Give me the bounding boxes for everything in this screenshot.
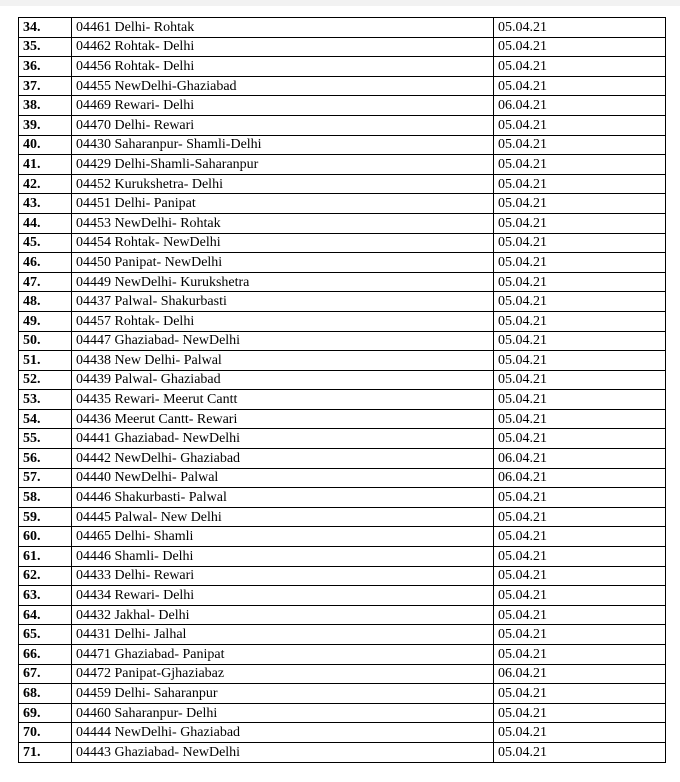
- serial-number-cell: 54.: [19, 409, 72, 429]
- date-cell: 05.04.21: [494, 390, 666, 410]
- train-name-cell: 04432 Jakhal- Delhi: [72, 605, 494, 625]
- table-row: [19, 742, 666, 762]
- train-name-cell: 04451 Delhi- Panipat: [72, 194, 494, 214]
- date-cell: 05.04.21: [494, 115, 666, 135]
- table-row: [19, 96, 666, 116]
- table-row: [19, 547, 666, 567]
- train-name-cell: 04440 NewDelhi- Palwal: [72, 468, 494, 488]
- date-cell: 06.04.21: [494, 468, 666, 488]
- table-row: [19, 684, 666, 704]
- serial-number-cell: 44.: [19, 213, 72, 233]
- table-row: [19, 155, 666, 175]
- train-name-cell: 04436 Meerut Cantt- Rewari: [72, 409, 494, 429]
- table-row: [19, 292, 666, 312]
- serial-number-cell: 40.: [19, 135, 72, 155]
- serial-number-cell: 45.: [19, 233, 72, 253]
- serial-number-cell: 66.: [19, 645, 72, 665]
- train-name-cell: 04449 NewDelhi- Kurukshetra: [72, 272, 494, 292]
- table-row: [19, 409, 666, 429]
- date-cell: 05.04.21: [494, 507, 666, 527]
- train-name-cell: 04446 Shakurbasti- Palwal: [72, 488, 494, 508]
- table-body: [19, 18, 666, 763]
- table-row: [19, 586, 666, 606]
- table-row: [19, 253, 666, 273]
- date-cell: 05.04.21: [494, 213, 666, 233]
- table-row: [19, 194, 666, 214]
- serial-number-cell: 43.: [19, 194, 72, 214]
- train-name-cell: 04429 Delhi-Shamli-Saharanpur: [72, 155, 494, 175]
- date-cell: 05.04.21: [494, 703, 666, 723]
- train-name-cell: 04459 Delhi- Saharanpur: [72, 684, 494, 704]
- serial-number-cell: 60.: [19, 527, 72, 547]
- serial-number-cell: 64.: [19, 605, 72, 625]
- serial-number-cell: 42.: [19, 174, 72, 194]
- serial-number-cell: 65.: [19, 625, 72, 645]
- serial-number-cell: 63.: [19, 586, 72, 606]
- table-row: [19, 37, 666, 57]
- table-row: [19, 115, 666, 135]
- serial-number-cell: 57.: [19, 468, 72, 488]
- table-row: [19, 605, 666, 625]
- train-name-cell: 04430 Saharanpur- Shamli-Delhi: [72, 135, 494, 155]
- train-name-cell: 04431 Delhi- Jalhal: [72, 625, 494, 645]
- table-row: [19, 233, 666, 253]
- train-name-cell: 04457 Rohtak- Delhi: [72, 311, 494, 331]
- table-row: [19, 703, 666, 723]
- date-cell: 05.04.21: [494, 723, 666, 743]
- date-cell: 05.04.21: [494, 174, 666, 194]
- date-cell: 05.04.21: [494, 311, 666, 331]
- date-cell: 05.04.21: [494, 742, 666, 762]
- train-name-cell: 04443 Ghaziabad- NewDelhi: [72, 742, 494, 762]
- serial-number-cell: 46.: [19, 253, 72, 273]
- table-row: [19, 645, 666, 665]
- table-row: [19, 272, 666, 292]
- serial-number-cell: 61.: [19, 547, 72, 567]
- table-row: [19, 174, 666, 194]
- date-cell: 05.04.21: [494, 684, 666, 704]
- serial-number-cell: 49.: [19, 311, 72, 331]
- train-name-cell: 04434 Rewari- Delhi: [72, 586, 494, 606]
- table-row: [19, 213, 666, 233]
- date-cell: 05.04.21: [494, 625, 666, 645]
- date-cell: 05.04.21: [494, 547, 666, 567]
- train-name-cell: 04447 Ghaziabad- NewDelhi: [72, 331, 494, 351]
- date-cell: 05.04.21: [494, 429, 666, 449]
- table-row: [19, 449, 666, 469]
- serial-number-cell: 50.: [19, 331, 72, 351]
- table-row: [19, 311, 666, 331]
- train-name-cell: 04461 Delhi- Rohtak: [72, 18, 494, 38]
- train-name-cell: 04454 Rohtak- NewDelhi: [72, 233, 494, 253]
- serial-number-cell: 68.: [19, 684, 72, 704]
- table-row: [19, 664, 666, 684]
- date-cell: 05.04.21: [494, 135, 666, 155]
- table-row: [19, 507, 666, 527]
- table-row: [19, 468, 666, 488]
- date-cell: 05.04.21: [494, 272, 666, 292]
- serial-number-cell: 35.: [19, 37, 72, 57]
- date-cell: 06.04.21: [494, 449, 666, 469]
- table-row: [19, 18, 666, 38]
- serial-number-cell: 51.: [19, 351, 72, 371]
- table-row: [19, 527, 666, 547]
- train-name-cell: 04433 Delhi- Rewari: [72, 566, 494, 586]
- train-name-cell: 04472 Panipat-Gjhaziabaz: [72, 664, 494, 684]
- train-name-cell: 04445 Palwal- New Delhi: [72, 507, 494, 527]
- table-row: [19, 370, 666, 390]
- date-cell: 05.04.21: [494, 409, 666, 429]
- serial-number-cell: 47.: [19, 272, 72, 292]
- train-name-cell: 04450 Panipat- NewDelhi: [72, 253, 494, 273]
- table-row: [19, 429, 666, 449]
- date-cell: 05.04.21: [494, 527, 666, 547]
- train-name-cell: 04470 Delhi- Rewari: [72, 115, 494, 135]
- serial-number-cell: 69.: [19, 703, 72, 723]
- date-cell: 05.04.21: [494, 18, 666, 38]
- train-name-cell: 04465 Delhi- Shamli: [72, 527, 494, 547]
- date-cell: 05.04.21: [494, 253, 666, 273]
- table-row: [19, 57, 666, 77]
- train-name-cell: 04453 NewDelhi- Rohtak: [72, 213, 494, 233]
- serial-number-cell: 58.: [19, 488, 72, 508]
- train-name-cell: 04441 Ghaziabad- NewDelhi: [72, 429, 494, 449]
- serial-number-cell: 59.: [19, 507, 72, 527]
- serial-number-cell: 56.: [19, 449, 72, 469]
- train-name-cell: 04460 Saharanpur- Delhi: [72, 703, 494, 723]
- date-cell: 05.04.21: [494, 370, 666, 390]
- train-name-cell: 04456 Rohtak- Delhi: [72, 57, 494, 77]
- table-row: [19, 723, 666, 743]
- date-cell: 05.04.21: [494, 586, 666, 606]
- train-name-cell: 04469 Rewari- Delhi: [72, 96, 494, 116]
- date-cell: 05.04.21: [494, 76, 666, 96]
- table-row: [19, 331, 666, 351]
- serial-number-cell: 34.: [19, 18, 72, 38]
- serial-number-cell: 41.: [19, 155, 72, 175]
- train-schedule-table: [18, 17, 666, 763]
- date-cell: 05.04.21: [494, 155, 666, 175]
- serial-number-cell: 67.: [19, 664, 72, 684]
- train-name-cell: 04444 NewDelhi- Ghaziabad: [72, 723, 494, 743]
- date-cell: 05.04.21: [494, 645, 666, 665]
- table-row: [19, 135, 666, 155]
- date-cell: 05.04.21: [494, 233, 666, 253]
- date-cell: 06.04.21: [494, 96, 666, 116]
- train-name-cell: 04439 Palwal- Ghaziabad: [72, 370, 494, 390]
- date-cell: 05.04.21: [494, 605, 666, 625]
- table-row: [19, 566, 666, 586]
- table-row: [19, 76, 666, 96]
- train-name-cell: 04438 New Delhi- Palwal: [72, 351, 494, 371]
- serial-number-cell: 71.: [19, 742, 72, 762]
- date-cell: 05.04.21: [494, 566, 666, 586]
- top-strip: [0, 0, 680, 6]
- serial-number-cell: 53.: [19, 390, 72, 410]
- serial-number-cell: 37.: [19, 76, 72, 96]
- date-cell: 05.04.21: [494, 488, 666, 508]
- table-row: [19, 488, 666, 508]
- table-row: [19, 351, 666, 371]
- train-name-cell: 04446 Shamli- Delhi: [72, 547, 494, 567]
- train-name-cell: 04452 Kurukshetra- Delhi: [72, 174, 494, 194]
- train-name-cell: 04455 NewDelhi-Ghaziabad: [72, 76, 494, 96]
- date-cell: 05.04.21: [494, 194, 666, 214]
- serial-number-cell: 70.: [19, 723, 72, 743]
- train-name-cell: 04435 Rewari- Meerut Cantt: [72, 390, 494, 410]
- train-name-cell: 04437 Palwal- Shakurbasti: [72, 292, 494, 312]
- train-name-cell: 04462 Rohtak- Delhi: [72, 37, 494, 57]
- table-row: [19, 625, 666, 645]
- serial-number-cell: 52.: [19, 370, 72, 390]
- train-name-cell: 04442 NewDelhi- Ghaziabad: [72, 449, 494, 469]
- serial-number-cell: 39.: [19, 115, 72, 135]
- date-cell: 05.04.21: [494, 331, 666, 351]
- serial-number-cell: 38.: [19, 96, 72, 116]
- table-row: [19, 390, 666, 410]
- serial-number-cell: 36.: [19, 57, 72, 77]
- date-cell: 05.04.21: [494, 57, 666, 77]
- date-cell: 05.04.21: [494, 37, 666, 57]
- serial-number-cell: 62.: [19, 566, 72, 586]
- date-cell: 05.04.21: [494, 292, 666, 312]
- serial-number-cell: 48.: [19, 292, 72, 312]
- serial-number-cell: 55.: [19, 429, 72, 449]
- date-cell: 05.04.21: [494, 351, 666, 371]
- train-name-cell: 04471 Ghaziabad- Panipat: [72, 645, 494, 665]
- date-cell: 06.04.21: [494, 664, 666, 684]
